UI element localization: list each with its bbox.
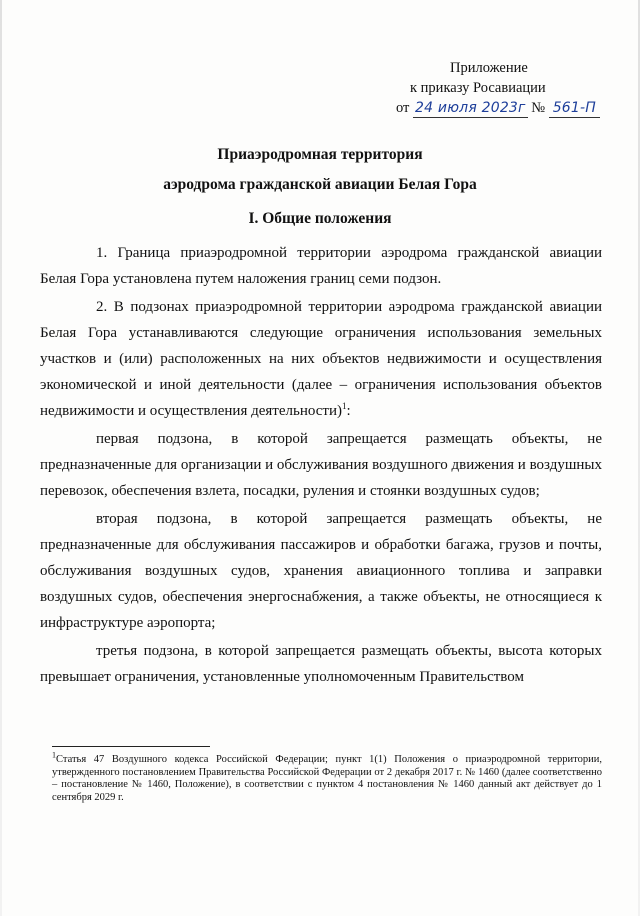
handwritten-date: 24 июля 2023г xyxy=(415,100,526,116)
document-title-line2: аэродрома гражданской авиации Белая Гора xyxy=(163,176,477,193)
appendix-number-sign: № xyxy=(531,100,546,116)
document-title-line1: Приаэродромная территория xyxy=(217,146,423,163)
footnote-text: Статья 47 Воздушного кодекса Российской Федерации; пункт 1(1) Положения о приаэродромной территории, утвержденного постановлением Правительства Российской Федерации от 2 декабря 2017 г. № 1460 (далее соответственно – постановление № 1460, Положение), в соответствии с пунктом 4 постановления № 1460 данный акт действует до 1 сентября 2029 г. xyxy=(52,754,602,803)
paragraph-1: 1. Граница приаэродромной территории аэродрома гражданской авиации Белая Гора установлена путем наложения границ семи подзон. xyxy=(40,245,602,287)
section-heading: I. Общие положения xyxy=(248,210,392,227)
subzone-1: первая подзона, в которой запрещается размещать объекты, не предназначенные для организации и обслуживания воздушного движения и воздушных перевозок, обеспечения взлета, посадки, руления и стоянки воздушных судов; xyxy=(40,431,602,499)
footnote-mark: 1 xyxy=(52,750,56,760)
appendix-date-number xyxy=(386,98,596,118)
appendix-from-label: от xyxy=(396,100,410,116)
subzone-2: вторая подзона, в которой запрещается размещать объекты, не предназначенные для обслуживания пассажиров и обработки багажа, грузов и почты, обслуживания воздушных судов, хранения авиационного топлива и заправки воздушных судов, обеспечения энергоснабжения, а также объекты, не относящиеся к инфраструктуре аэропорта; xyxy=(40,511,602,631)
scan-edge-left xyxy=(0,0,2,916)
appendix-header xyxy=(386,58,596,118)
paragraph-2-text: 2. В подзонах приаэродромной территории аэродрома гражданской авиации Белая Гора устанавливаются следующие ограничения использования земельных участков и (или) расположенных на них объектов недвижимости и осуществления экономической и иной деятельности (далее – ограничения использования объектов недвижимости и осуществления деятельности) xyxy=(40,299,602,419)
appendix-title: Приложение xyxy=(450,60,528,76)
subzone-3: третья подзона, в которой запрещается размещать объекты, высота которых превышает ограничения, установленные уполномоченным Правительством xyxy=(40,643,602,685)
handwritten-order-number: 561-П xyxy=(549,100,600,118)
footnote-separator xyxy=(52,746,210,747)
footnote xyxy=(52,750,602,804)
appendix-order-ref: к приказу Росавиации xyxy=(410,80,546,96)
paragraph-2 xyxy=(40,294,602,424)
document-body xyxy=(40,240,602,692)
paragraph-2-end: : xyxy=(346,403,351,419)
footnote-reference: 1 xyxy=(341,401,347,411)
